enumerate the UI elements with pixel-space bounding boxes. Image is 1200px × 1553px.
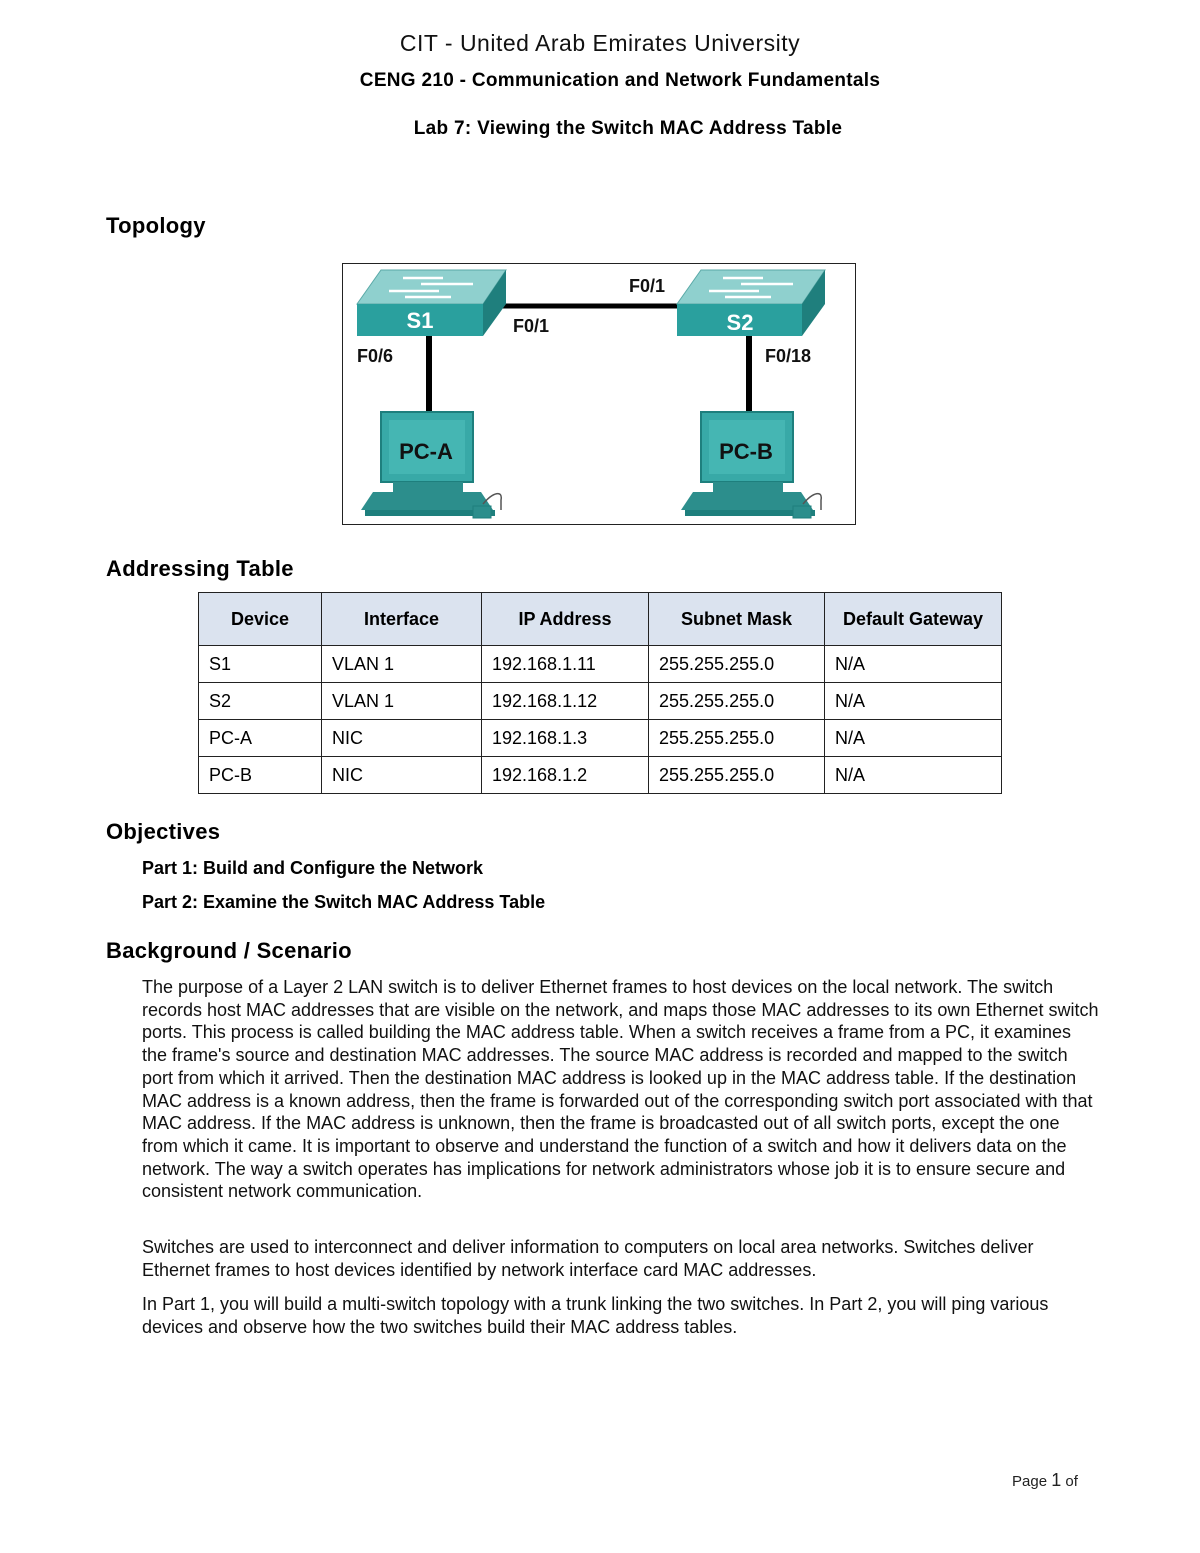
cell-default-gateway: N/A (825, 720, 1002, 757)
addressing-heading: Addressing Table (106, 556, 294, 581)
cell-default-gateway: N/A (825, 757, 1002, 794)
header-default-gateway: Default Gateway (825, 593, 1002, 646)
page-of-label: of (1065, 1473, 1078, 1490)
cell-default-gateway: N/A (825, 646, 1002, 683)
institution-header: CIT - United Arab Emirates University (399, 30, 801, 56)
objective-part-1: Part 1: Build and Configure the Network (142, 858, 484, 878)
header-device: Device (199, 593, 322, 646)
objectives-heading: Objectives (106, 819, 221, 844)
objective-part-2: Part 2: Examine the Switch MAC Address Table (142, 892, 546, 912)
table-row (199, 757, 1002, 794)
table-row (199, 646, 1002, 683)
pc-a-icon (361, 412, 501, 518)
switch-s2-icon (677, 270, 825, 336)
switch-s1-label: S1 (406, 308, 434, 333)
background-paragraph-1: The purpose of a Layer 2 LAN switch is to deliver Ethernet frames to host devices on the local network. The switch records host MAC addresses that are visible on the network, and maps those MAC addresses to its own Ethernet switch ports. This process is called building the MAC address table. When a switch receives a frame from a PC, it examines the frame's source and destination MAC addresses. The source MAC address is recorded and mapped to the switch port from which it arrived. Then the destination MAC address is looked up in the MAC address table. If the destination MAC address is a known address, then the frame is forwarded out of the corresponding switch port associated with that MAC address. If the MAC address is unknown, then the frame is broadcasted out of all switch ports, except the one from which it came. It is important to observe and understand the function of a switch and how it delivers data on the network. The way a switch operates has implications for network administrators whose job it is to ensure secure and consistent network communication. (142, 977, 1099, 1202)
s1-pc-port-label: F0/6 (357, 346, 394, 366)
page-number: 1 (1051, 1470, 1062, 1490)
header-ip-address: IP Address (482, 593, 649, 646)
switch-s2-label: S2 (726, 310, 754, 335)
cell-interface: VLAN 1 (322, 683, 482, 720)
page-footer (1012, 1470, 1078, 1491)
pc-b-icon (681, 412, 821, 518)
table-header-row (199, 593, 1002, 646)
table-row (199, 720, 1002, 757)
background-paragraph-3: In Part 1, you will build a multi-switch topology with a trunk linking the two switches. In Part 2, you will ping various devices and observe how the two switches build their MAC address tables. (142, 1294, 1049, 1337)
cell-device: S1 (199, 646, 322, 683)
cell-interface: NIC (322, 720, 482, 757)
background-heading: Background / Scenario (106, 938, 352, 963)
cell-ip-address: 192.168.1.12 (482, 683, 649, 720)
cell-device: S2 (199, 683, 322, 720)
addressing-table (198, 592, 1002, 794)
header-subnet-mask: Subnet Mask (649, 593, 825, 646)
header-interface: Interface (322, 593, 482, 646)
cell-ip-address: 192.168.1.3 (482, 720, 649, 757)
page-label: Page (1012, 1473, 1048, 1490)
cell-subnet-mask: 255.255.255.0 (649, 646, 825, 683)
topology-diagram (342, 263, 856, 525)
table-row (199, 683, 1002, 720)
cell-subnet-mask: 255.255.255.0 (649, 683, 825, 720)
pc-a-label: PC-A (399, 439, 453, 464)
s2-trunk-port-label: F0/1 (629, 276, 666, 296)
cell-default-gateway: N/A (825, 683, 1002, 720)
cell-interface: VLAN 1 (322, 646, 482, 683)
switch-s1-icon (357, 270, 506, 336)
background-paragraph-2: Switches are used to interconnect and deliver information to computers on local area networks. Switches deliver Ethernet frames to host devices identified by network interface card MAC addresses. (142, 1237, 1034, 1280)
cell-device: PC-B (199, 757, 322, 794)
cell-device: PC-A (199, 720, 322, 757)
s1-trunk-port-label: F0/1 (513, 316, 550, 336)
s2-pc-port-label: F0/18 (765, 346, 812, 366)
cell-interface: NIC (322, 757, 482, 794)
course-title: CENG 210 - Communication and Network Fundamentals (359, 70, 881, 91)
cell-ip-address: 192.168.1.11 (482, 646, 649, 683)
cell-subnet-mask: 255.255.255.0 (649, 757, 825, 794)
lab-title: Lab 7: Viewing the Switch MAC Address Table (413, 118, 843, 139)
topology-heading: Topology (106, 213, 206, 238)
cell-ip-address: 192.168.1.2 (482, 757, 649, 794)
topology-svg (343, 264, 857, 526)
cell-subnet-mask: 255.255.255.0 (649, 720, 825, 757)
pc-b-label: PC-B (719, 439, 773, 464)
